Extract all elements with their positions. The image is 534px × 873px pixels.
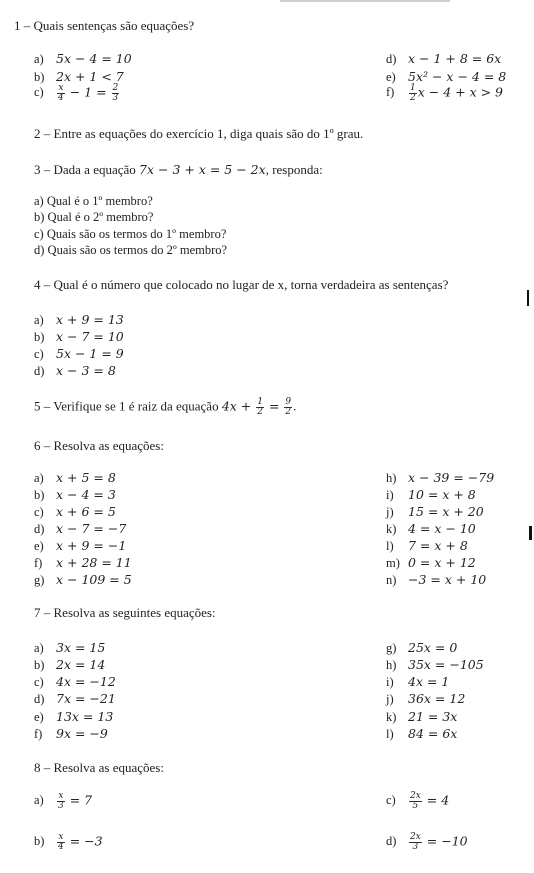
q7-left-d: d) 7x = −21: [34, 691, 116, 706]
q6-left-g: g) x − 109 = 5: [34, 572, 132, 587]
q3-item-d: d) Quais são os termos do 2º membro?: [34, 243, 228, 257]
q1-item-d: d) x − 1 + 8 = 6x: [386, 51, 502, 66]
q6-right-m: m) 0 = x + 12: [386, 555, 476, 570]
q7-left-b: b) 2x = 14: [34, 657, 106, 672]
q6-left-b: b) x − 4 = 3: [34, 487, 116, 502]
q6-right-j: j) 15 = x + 20: [386, 504, 484, 519]
q6-left-f: f) x + 28 = 11: [34, 555, 132, 570]
question-6-title: 6 – Resolva as equações:: [34, 438, 164, 453]
question-5-title: 5 – Verifique se 1 é raiz da equação 4x + $\frac{1}{2}$ = $\frac{9}{2}$ .: [34, 397, 297, 417]
q1-item-a: a) 5x − 4 = 10: [34, 51, 132, 66]
q7-right-k: k) 21 = 3x: [386, 709, 458, 724]
q4-item-a: a) x + 9 = 13: [34, 312, 124, 327]
q4-item-b: b) x − 7 = 10: [34, 329, 124, 344]
q6-right-h: h) x − 39 = −79: [386, 470, 495, 485]
question-3-title: 3 – Dada a equação 7x − 3 + x = 5 − 2x, responda:: [34, 162, 323, 177]
q7-left-c: c) 4x = −12: [34, 674, 116, 689]
q4-item-d: d) x − 3 = 8: [34, 363, 116, 378]
q6-right-n: n) −3 = x + 10: [386, 572, 487, 587]
q6-left-d: d) x − 7 = −7: [34, 521, 127, 536]
q3-item-b: b) Qual é o 2º membro?: [34, 210, 154, 224]
q6-right-k: k) 4 = x − 10: [386, 521, 476, 536]
q6-right-i: i) 10 = x + 8: [386, 487, 476, 502]
question-1-title: 1 – Quais sentenças são equações?: [14, 18, 195, 33]
q1-item-b: b) 2x + 1 < 7: [34, 69, 124, 84]
q6-left-e: e) x + 9 = −1: [34, 538, 127, 553]
edge-mark-2: [529, 526, 532, 540]
q7-right-g: g) 25x = 0: [386, 640, 458, 655]
q8-item-c: c) $\frac{2x}{5}$ = 4: [386, 791, 450, 811]
q7-left-a: a) 3x = 15: [34, 640, 106, 655]
q1-item-e: e) 5x² − x − 4 = 8: [386, 69, 507, 84]
q3-item-a: a) Qual é o 1º membro?: [34, 194, 153, 208]
question-8-title: 8 – Resolva as equações:: [34, 760, 164, 775]
q4-item-c: c) 5x − 1 = 9: [34, 346, 124, 361]
q7-right-j: j) 36x = 12: [386, 691, 466, 706]
q3-item-c: c) Quais são os termos do 1º membro?: [34, 227, 227, 241]
edge-mark: [527, 290, 529, 306]
q7-right-h: h) 35x = −105: [386, 657, 484, 672]
q6-right-l: l) 7 = x + 8: [386, 538, 468, 553]
q8-item-d: d) $\frac{2x}{3}$ = −10: [386, 832, 468, 852]
q7-left-f: f) 9x = −9: [34, 726, 108, 741]
q1-item-f: f) $\frac{1}{2}$ x − 4 + x > 9: [386, 83, 504, 103]
question-4-title: 4 – Qual é o número que colocado no lugar de x, torna verdadeira as sentenças?: [34, 277, 449, 292]
q6-left-c: c) x + 6 = 5: [34, 504, 116, 519]
q8-item-a: a) $\frac{x}{3}$ = 7: [34, 791, 93, 811]
q7-left-e: e) 13x = 13: [34, 709, 114, 724]
q7-right-l: l) 84 = 6x: [386, 726, 458, 741]
question-7-title: 7 – Resolva as seguintes equações:: [34, 605, 216, 620]
question-2-title: 2 – Entre as equações do exercício 1, diga quais são do 1º grau.: [34, 126, 364, 141]
cropped-header-text: [280, 0, 450, 2]
q8-item-b: b) $\frac{x}{4}$ = −3: [34, 832, 103, 852]
q7-right-i: i) 4x = 1: [386, 674, 450, 689]
q1-item-c: c) $\frac{x}{4}$ − 1 = $\frac{2}{3}$: [34, 83, 119, 103]
q6-left-a: a) x + 5 = 8: [34, 470, 116, 485]
